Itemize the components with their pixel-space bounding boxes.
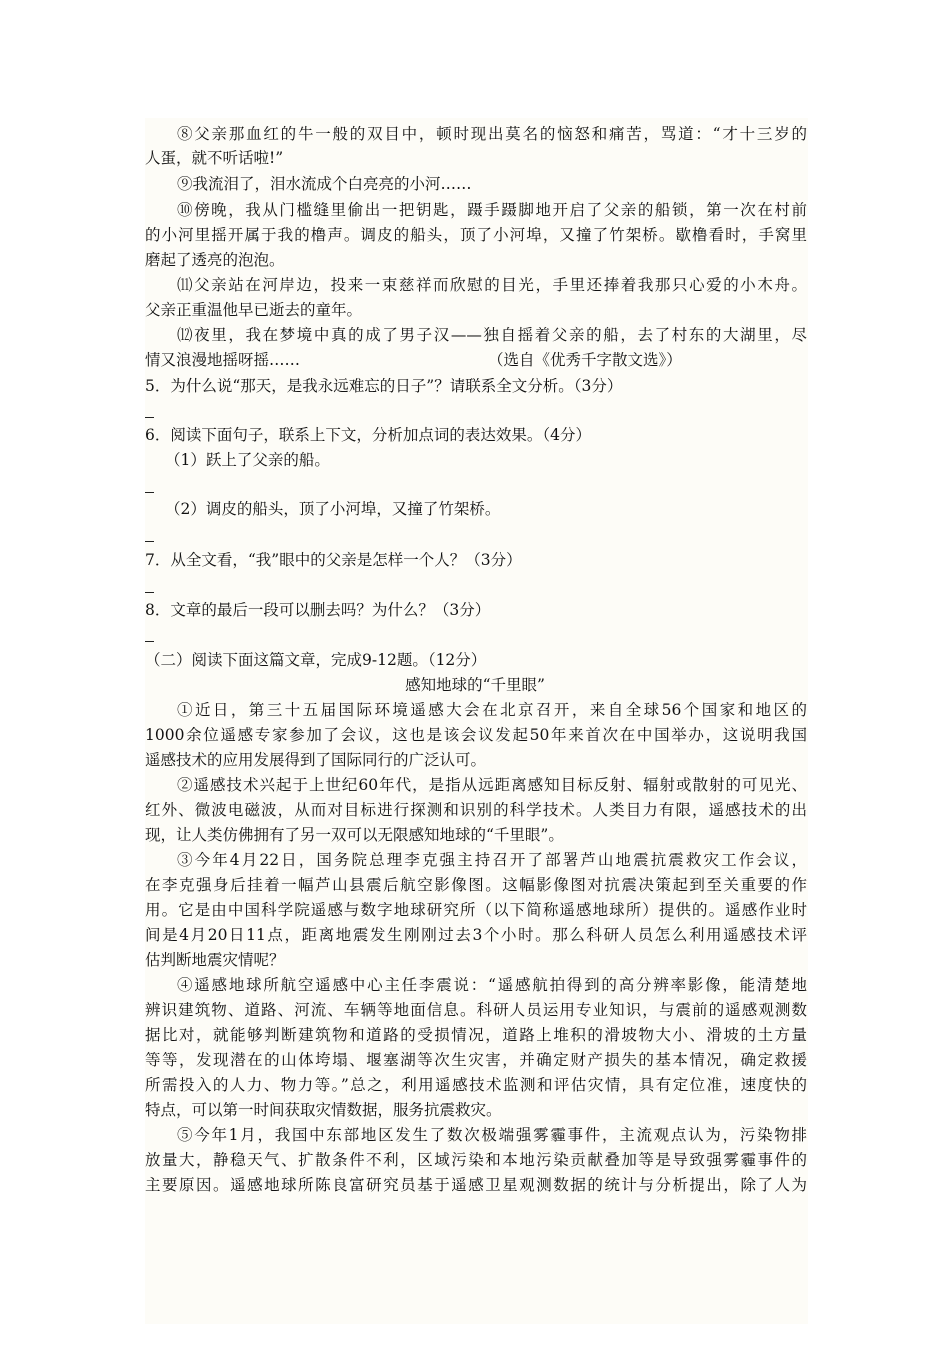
question-8: 8．文章的最后一段可以删去吗？为什么？（3分） — [145, 601, 491, 619]
article-title: 感知地球的“千里眼” — [405, 676, 545, 694]
article-p4-line-4: 等等，发现潜在的山体垮塌、堰塞湖等次生灾害，并确定财产损失的基本情况，确定救援 — [145, 1051, 807, 1069]
article-p4-line-6: 特点，可以第一时间获取灾情数据，服务抗震救灾。 — [145, 1101, 502, 1119]
article-p3-line-4: 间是4月20日11点，距离地震发生刚刚过去3个小时。那么科研人员怎么利用遥感技术评 — [145, 926, 807, 944]
paragraph-12-line-2: 情又浪漫地摇呀摇…… — [145, 351, 301, 369]
article-p3-line-3: 用。它是由中国科学院遥感与数字地球研究所（以下简称遥感地球所）提供的。遥感作业时 — [145, 901, 807, 919]
paragraph-9: ⑨我流泪了，泪水流成个白亮亮的小河…… — [177, 175, 472, 193]
question-6-part-1: （1）跃上了父亲的船。 — [165, 451, 330, 469]
answer-blank-6-2 — [145, 541, 154, 542]
paragraph-10-line-3: 磨起了透亮的泡泡。 — [145, 251, 285, 269]
paragraph-10-line-2: 的小河里摇开属于我的橹声。调皮的船头，顶了小河埠，又撞了竹架桥。歇橹看时，手窝里 — [145, 226, 807, 244]
question-6-part-2: （2）调皮的船头，顶了小河埠，又撞了竹架桥。 — [165, 500, 501, 518]
source-citation: （选自《优秀千字散文选》） — [488, 351, 682, 369]
article-p4-line-2: 辨识建筑物、道路、河流、车辆等地面信息。科研人员运用专业知识，与震前的遥感观测数 — [145, 1001, 807, 1019]
article-p1-line-3: 遥感技术的应用发展得到了国际同行的广泛认可。 — [145, 751, 487, 769]
article-p3-line-5: 估判断地震灾情呢？ — [145, 951, 285, 969]
article-p3-line-1: ③今年4月22日，国务院总理李克强主持召开了部署芦山地震抗震救灾工作会议， — [177, 851, 807, 869]
paragraph-11-line-1: ⑾父亲站在河岸边，投来一束慈祥而欣慰的目光，手里还捧着我那只心爱的小木舟。 — [177, 276, 807, 294]
paragraph-10-line-1: ⑩傍晚，我从门槛缝里偷出一把钥匙，蹑手蹑脚地开启了父亲的船锁，第一次在村前 — [177, 201, 807, 219]
article-p4-line-1: ④遥感地球所航空遥感中心主任李震说：“遥感航拍得到的高分辨率影像，能清楚地 — [177, 976, 807, 994]
article-p4-line-5: 所需投入的人力、物力等。”总之，利用遥感技术监测和评估灾情，具有定位准，速度快的 — [145, 1076, 807, 1094]
paragraph-8-line-1: ⑧父亲那血红的牛一般的双目中，顿时现出莫名的恼怒和痛苦，骂道：“才十三岁的 — [177, 125, 807, 143]
article-p1-line-1: ①近日，第三十五届国际环境遥感大会在北京召开，来自全球56个国家和地区的 — [177, 701, 807, 719]
answer-blank-8 — [145, 641, 154, 642]
question-7: 7．从全文看，“我”眼中的父亲是怎样一个人？（3分） — [145, 551, 522, 569]
article-p2-line-1: ②遥感技术兴起于上世纪60年代，是指从远距离感知目标反射、辐射或散射的可见光、 — [177, 776, 807, 794]
article-p2-line-3: 现，让人类仿佛拥有了另一双可以无限感知地球的“千里眼”。 — [145, 826, 564, 844]
question-6: 6．阅读下面句子，联系上下文，分析加点词的表达效果。（4分） — [145, 426, 591, 444]
question-5: 5．为什么说“那天，是我永远难忘的日子”？请联系全文分析。（3分） — [145, 377, 623, 395]
paragraph-12-line-1: ⑿夜里，我在梦境中真的成了男子汉——独自摇着父亲的船，去了村东的大湖里，尽 — [177, 326, 807, 344]
answer-blank-6-1 — [145, 492, 154, 493]
section-2-heading: （二）阅读下面这篇文章，完成9-12题。（12分） — [145, 651, 487, 669]
article-p2-line-2: 红外、微波电磁波，从而对目标进行探测和识别的科学技术。人类目力有限，遥感技术的出 — [145, 801, 807, 819]
article-p4-line-3: 据比对，就能够判断建筑物和道路的受损情况，道路上堆积的滑坡物大小、滑坡的土方量 — [145, 1026, 807, 1044]
article-p5-line-2: 放量大，静稳天气、扩散条件不利，区域污染和本地污染贡献叠加等是导致强雾霾事件的 — [145, 1151, 807, 1169]
answer-blank-5 — [145, 417, 154, 418]
article-p3-line-2: 在李克强身后挂着一幅芦山县震后航空影像图。这幅影像图对抗震决策起到至关重要的作 — [145, 876, 807, 894]
paragraph-8-line-2: 人蛋，就不听话啦!” — [145, 149, 284, 167]
answer-blank-7 — [145, 592, 154, 593]
article-p5-line-3: 主要原因。遥感地球所陈良富研究员基于遥感卫星观测数据的统计与分析提出，除了人为 — [145, 1176, 807, 1194]
article-p5-line-1: ⑤今年1月，我国中东部地区发生了数次极端强雾霾事件，主流观点认为，污染物排 — [177, 1126, 807, 1144]
paragraph-11-line-2: 父亲正重温他早已逝去的童年。 — [145, 301, 363, 319]
article-p1-line-2: 1000余位遥感专家参加了会议，这也是该会议发起50年来首次在中国举办，这说明我国 — [145, 726, 807, 744]
